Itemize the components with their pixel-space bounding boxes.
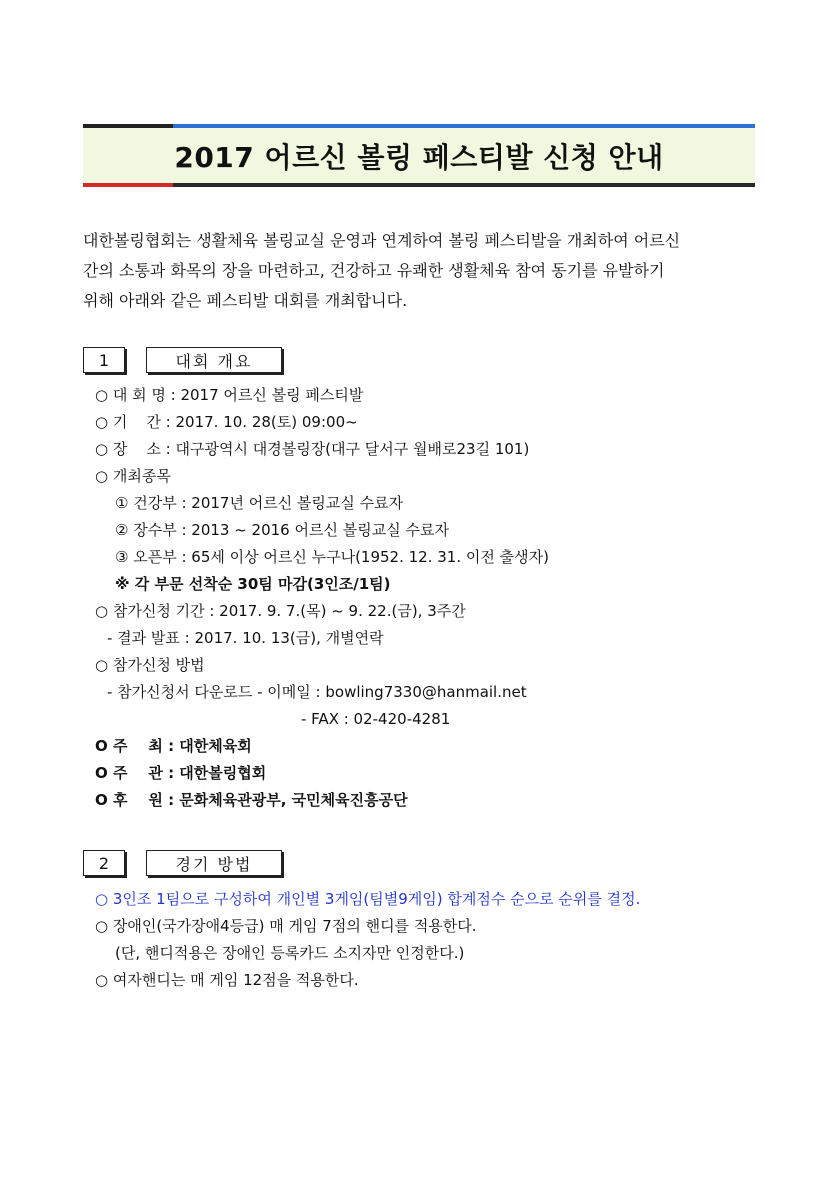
registration-method-line: ○ 참가신청 방법 (95, 656, 205, 674)
rule-line-team-format: ○ 3인조 1팀으로 구성하여 개인별 3게임(팀별9게임) 합계점수 순으로 순위를 결정. (95, 890, 641, 908)
organizer-line: O 주 관 : 대한볼링협회 (95, 764, 267, 782)
section-number: 2 (83, 850, 125, 876)
event-venue-line: ○ 장 소 : 대구광역시 대경볼링장(대구 달서구 월배로23길 101) (95, 440, 530, 458)
event-period-line: ○ 기 간 : 2017. 10. 28(토) 09:00~ (95, 413, 358, 431)
section-1-content (95, 382, 795, 814)
section-label: 대회 개요 (146, 347, 282, 373)
title-banner (83, 124, 755, 187)
section-2-content (95, 886, 795, 994)
registration-period-line: ○ 참가신청 기간 : 2017. 9. 7.(목) ~ 9. 22.(금), 3주간 (95, 602, 466, 620)
intro-line: 간의 소통과 화목의 장을 마련하고, 건강하고 유쾌한 생활체육 참여 동기를 유발하기 (83, 261, 665, 280)
banner-accent-red (83, 183, 173, 187)
rule-line-disability-handicap: ○ 장애인(국가장애4등급) 매 게임 7점의 핸디를 적용한다. (95, 917, 477, 935)
email-line: - 참가신청서 다운로드 - 이메일 : bowling7330@hanmail.net (107, 683, 527, 701)
fax-line: - FAX : 02-420-4281 (301, 710, 451, 728)
category-item: ② 장수부 : 2013 ~ 2016 어르신 볼링교실 수료자 (115, 521, 449, 539)
section-label: 경기 방법 (146, 850, 282, 876)
event-name-line: ○ 대 회 명 : 2017 어르신 볼링 페스티발 (95, 386, 364, 404)
rule-line-handicap-note: (단, 핸디적용은 장애인 등록카드 소지자만 인정한다.) (115, 944, 465, 962)
intro-line: 위해 아래와 같은 페스티발 대회를 개최합니다. (83, 291, 408, 310)
category-item: ③ 오픈부 : 65세 이상 어르신 누구나(1952. 12. 31. 이전 출생자) (115, 548, 549, 566)
sponsor-line: O 후 원 : 문화체육관광부, 국민체육진흥공단 (95, 791, 408, 809)
deadline-note: ※ 각 부문 선착순 30팀 마감(3인조/1팀) (115, 575, 391, 593)
result-announcement-line: - 결과 발표 : 2017. 10. 13(금), 개별연락 (107, 629, 384, 647)
category-item: ① 건강부 : 2017년 어르신 볼링교실 수료자 (115, 494, 404, 512)
intro-paragraph (83, 226, 763, 316)
page-title: 2017 어르신 볼링 페스티발 신청 안내 (174, 140, 664, 174)
section-number: 1 (83, 347, 125, 373)
rule-line-women-handicap: ○ 여자핸디는 매 게임 12점을 적용한다. (95, 971, 359, 989)
intro-line: 대한볼링협회는 생활체육 볼링교실 운영과 연계하여 볼링 페스티발을 개최하여 어르신 (83, 231, 681, 250)
host-line: O 주 최 : 대한체육회 (95, 737, 252, 755)
event-categories-line: ○ 개최종목 (95, 467, 171, 485)
